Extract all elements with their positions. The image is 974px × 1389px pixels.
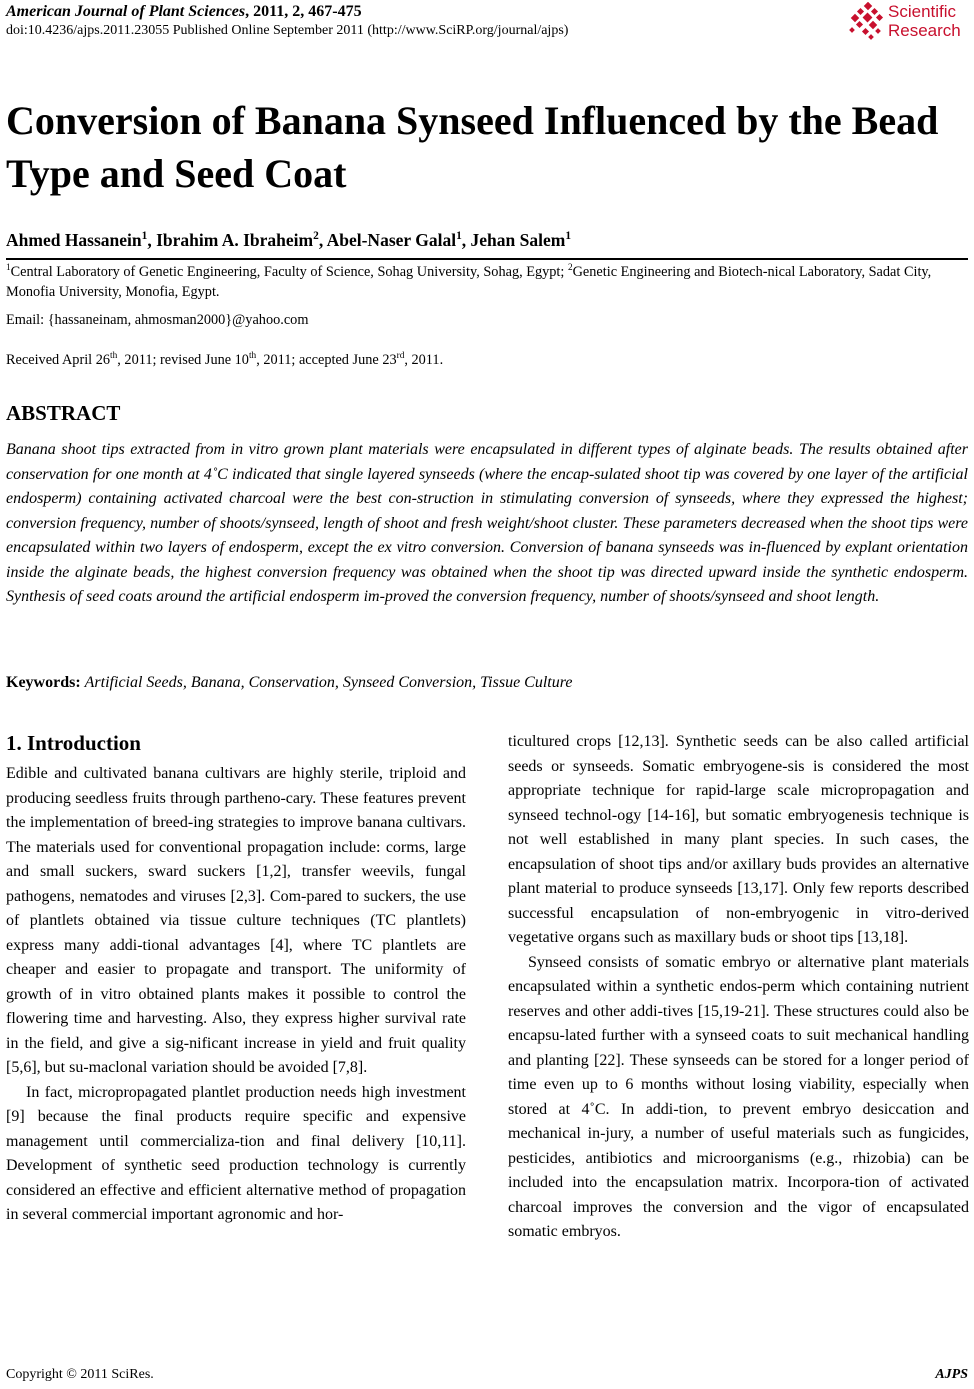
author-separator: , [461,230,471,250]
author-separator: , [318,230,327,250]
logo-line-1: Scientific [888,2,957,21]
journal-abbreviation: AJPS [935,1367,968,1382]
ordinal-suffix: rd [396,351,405,362]
publisher-logo [848,2,968,44]
author-affiliation-mark: 1 [141,230,148,243]
affiliations [6,262,968,302]
body-paragraph: In fact, micropropagated plantlet production needs high investment [9] because the final products require specific and expensive management until commercializa-tion and final delivery [10,11]. Development of synthetic seed production technology is currently considered an effective and efficient alternative method of propagation in several commercial important agronomic and hor- [6,1083,466,1223]
header-divider [6,258,968,260]
accepted-text: , 2011; accepted June 23 [256,352,397,368]
body-paragraph: Synseed consists of somatic embryo or alternative plant materials encapsulated within a synthetic endos-perm which containing nutrient reserves and other addi-tives [15,19-21]. These structures could also be encapsu-lated further with a synseed coats to suit mechanical handling and planting [22]. These synseeds can be stored for a longer period of time even up to 6 months without losing viability, especially when stored at 4˚C. In addi-tion, to prevent embryo desiccation and mechanical in-jury, a number of useful materials such as fungicides, pesticides, antibiotics and microorganisms (e.g., rhizobia) can be included into the encapsulation matrix. Incorpora-tion of activated charcoal improves the conversion and the vigor of encapsulated somatic embryos. [508,953,969,1240]
keywords-colon: : [75,674,85,691]
contact-email: Email: {hassaneinam, ahmosman2000}@yahoo.com [6,312,309,328]
author-name: Ahmed Hassanein [6,230,142,250]
journal-citation [6,2,726,22]
left-column [6,730,466,1228]
publisher-logo-text [888,2,961,40]
keywords [6,672,968,694]
keywords-list: Artificial Seeds, Banana, Conservation, Synseed Conversion, Tissue Culture [84,674,573,691]
journal-volume: , 2011, 2, 467-475 [245,3,362,20]
logo-line-2: Research [888,21,961,40]
author-name: Ibrahim A. Ibraheim [156,230,314,250]
affiliation-text: Central Laboratory of Genetic Engineering, Faculty of Science, Sohag University, Sohag, Egypt; [10,264,568,280]
ordinal-suffix: th [248,351,257,362]
body-paragraph: Edible and cultivated banana cultivars are highly sterile, triploid and producing seedless fruits through partheno-cary. These features prevent the implementation of breed-ing strategies to improve banana cultivars. The materials used for conventional propagation include: corms, large and small suckers, sward suckers [1,2], transfer weevils, fungal pathogens, nematodes and viruses [2,3]. Com-pared to suckers, the use of plantlets obtained via tissue culture techniques (TC plantlets) express many addi-tional advantages [4], where TC plantlets are cheaper and easier to propagate and transport. The uniformity of growth of in vitro obtained plants makes it possible to control the flowering time and harvesting. Also, they express higher survival rate in the field, and give a sig-nificant increase in yield and fruit quality [5,6], but su-maclonal variation should be avoided [7,8]. [6,765,466,1076]
publisher-logo-icon [848,2,886,42]
author-separator: , [147,230,157,250]
received-text: Received April 26 [6,352,111,368]
revised-text: , 2011; revised June 10 [117,352,249,368]
author-affiliation-mark: 2 [313,230,319,243]
body-paragraph: ticultured crops [12,13]. Synthetic seeds can be also called artificial seeds or synseeds. Somatic embryogene-sis is considered the most appropriate technique for rapid-large scale micropropagation and synseed technol-ogy [14-16], but somatic embryogenesis technique is not well established in many plant species. In such cases, the encapsulation of shoot tips and/or axillary buds provides an alternative plant material to produce synseeds [13,17]. Only few reports described successful encapsulation of non-embryogenic in vitro-derived vegetative organs such as maxillary buds or shoot tips [13,18]. [508,733,969,946]
author-list [6,229,968,251]
affiliation-mark: 2 [567,263,573,274]
affiliation-mark: 1 [6,263,11,274]
ordinal-suffix: th [110,351,118,362]
keywords-label: Keywords [6,674,76,691]
doi-line: doi:10.4236/ajps.2011.23055 Published Online September 2011 (http://www.SciRP.org/journal/ajps) [6,23,569,38]
paper-title: Conversion of Banana Synseed Influenced by the Bead Type and Seed Coat [6,98,939,196]
abstract-heading: ABSTRACT [6,401,121,425]
copyright-footer: Copyright © 2011 SciRes. [6,1367,154,1382]
received-dates [6,350,443,370]
journal-name: American Journal of Plant Sciences [6,3,246,20]
author-affiliation-mark: 1 [565,230,572,243]
author-affiliation-mark: 1 [456,230,462,243]
year-text: , 2011. [404,352,444,368]
journal-header [6,2,726,40]
section-heading: 1. Introduction [6,731,141,755]
right-column [508,730,969,1245]
author-name: Jehan Salem [470,230,566,250]
affiliation-text: Genetic Engineering and Biotech-nical Laboratory, Sadat City, Monofia University, Monofia, Egypt. [6,264,932,300]
author-name: Abel-Naser Galal [326,230,457,250]
abstract-body: Banana shoot tips extracted from in vitro grown plant materials were encapsulated in different types of alginate beads. The results obtained after conservation for one month at 4˚C indicated that single layered synseeds (where the encap-sulated shoot tip was covered by one layer of the artificial endosperm) containing activated charcoal were the best con-struction in stimulating conversion of synseeds, where they expressed the highest; conversion frequency, number of shoots/synseed, length of shoot and fresh weight/shoot cluster. These parameters decreased when the shoot tips were encapsulated within two layers of endosperm, except the ex vitro conversion. Conversion of banana synseeds was in-fluenced by explant orientation inside the alginate beads, the highest conversion frequency was obtained when the shoot tip was directed upward inside the synthetic endosperm. Synthesis of seed coats around the artificial endosperm im-proved the conversion frequency, number of shoots/synseed and shoot length. [6,441,968,605]
